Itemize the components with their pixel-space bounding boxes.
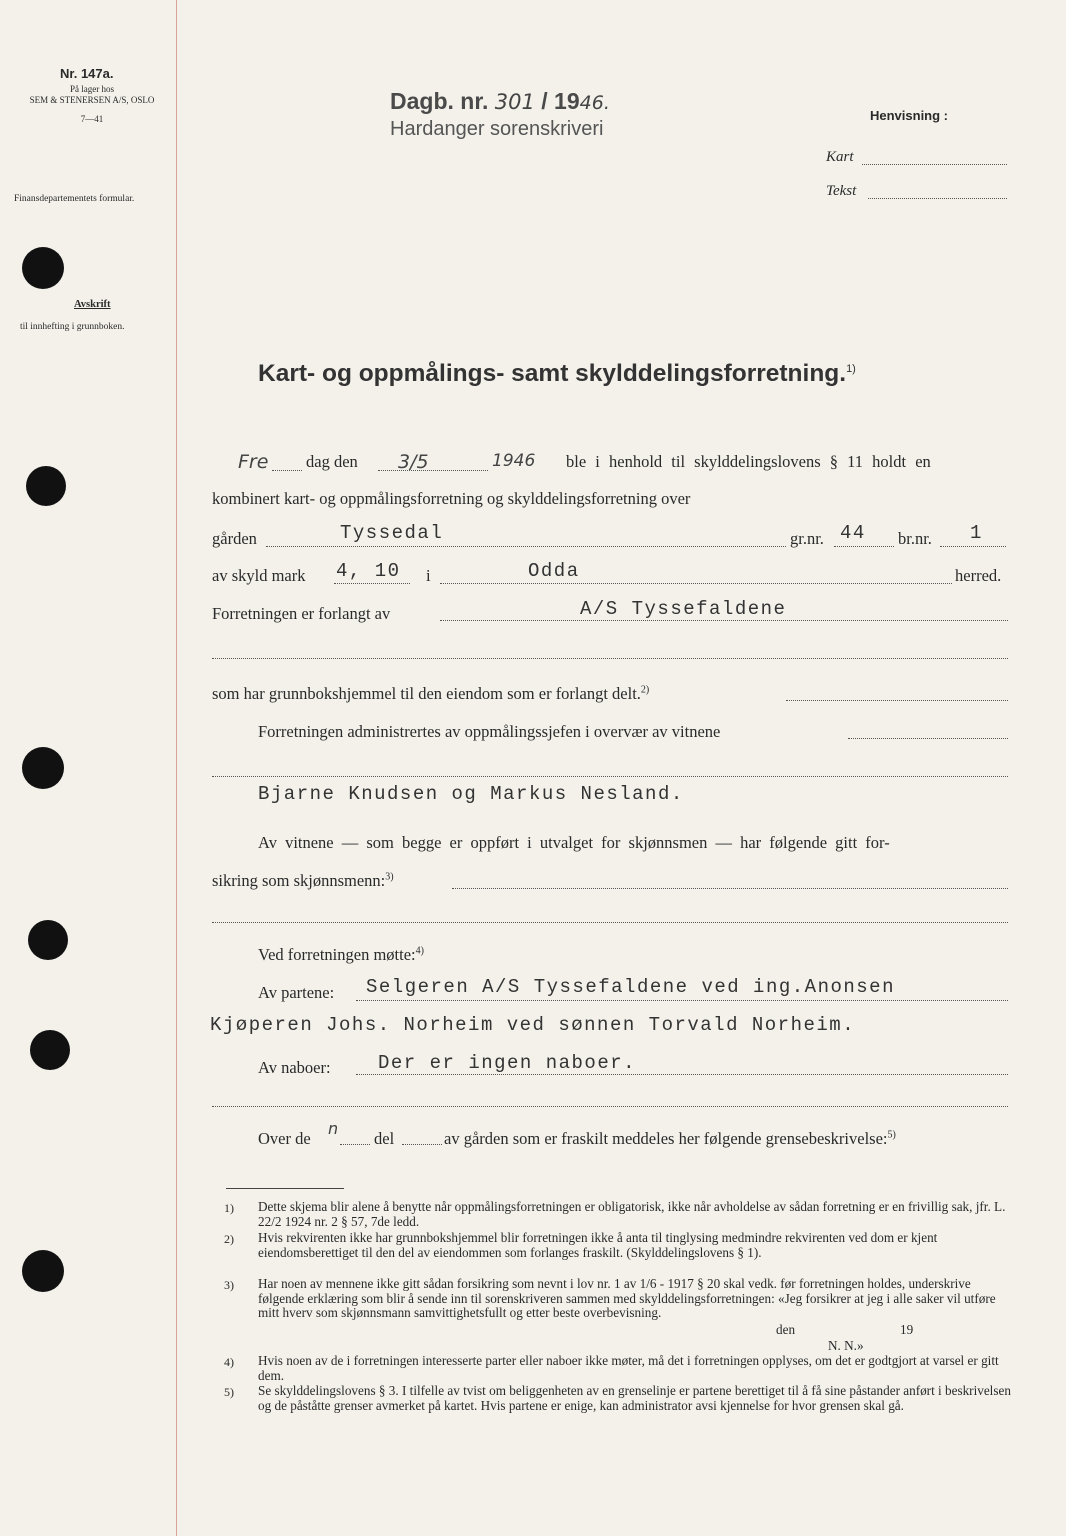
neighbours-label: Av naboer: [258,1058,331,1077]
bnr-value: 1 [970,522,983,544]
over-line-2 [402,1144,442,1145]
year-value: 1946 [492,451,536,471]
parties-value-1: Selgeren A/S Tyssefaldene ved ing.Anonsen [366,976,895,998]
witnesses-value: Bjarne Knudsen og Markus Nesland. [258,783,684,805]
neighbours-value: Der er ingen naboer. [378,1052,637,1074]
journal-stamp [390,88,610,115]
title-footnote-ref: 1) [846,362,856,375]
blank-line-4 [212,1106,1008,1107]
over-line [340,1144,370,1145]
copy-subtitle: til innhefting i grunnboken. [20,322,125,332]
requested-label: Forretningen er forlangt av [212,604,391,623]
footnote-2-number: 2) [224,1232,234,1246]
farm-value: Tyssedal [340,522,444,544]
insurance-line [452,888,1008,889]
copy-title: Avskrift [74,299,111,310]
punch-hole [22,1250,64,1292]
requested-value: A/S Tyssefaldene [580,598,787,620]
date-line [378,470,488,471]
footnote-5: Se skylddelingslovens § 3. I tilfelle av tvist om beliggenheten av en grenselinje er partene berettiget til å få sine påstander anført i beskrivelsen og de påståtte grenser avmerket på kartet. Hvis partene er enige, kan administrator avsi kjennelse for hvor grensen skal gå. [258,1383,1011,1413]
farm-line [266,546,786,547]
page-title [258,360,856,388]
footnote-1-number: 1) [224,1201,234,1215]
farm-label: gården [212,529,257,548]
printer-line-1: På lager hos [70,84,114,94]
present-label [258,945,424,965]
title-holder-text: som har grunnbokshjemmel til den eiendom som er forlangt delt. [212,684,641,703]
gnr-label: gr.nr. [790,529,824,548]
parties-line [356,1000,1008,1001]
footnote-3-signature: N. N.» [828,1338,864,1353]
municipality-value: Odda [528,560,580,582]
parties-value-2: Kjøperen Johs. Norheim ved sønnen Torvald Norheim. [210,1014,856,1036]
day-word: dag den [306,452,358,471]
printer-line-2: SEM & STENERSEN A/S, OSLO [29,95,155,105]
insurance-ref: 3) [385,871,394,883]
intro-rest: ble i henhold til skylddelingslovens § 11 holdt en [566,452,931,471]
date-value: 3/5 [398,451,429,473]
footnote-3-den: den [776,1322,796,1337]
over-ref: 5) [887,1129,896,1141]
gnr-value: 44 [840,522,866,544]
tekst-line [868,198,1007,199]
footnote-separator [226,1188,344,1189]
footnote-2: Hvis rekvirenten ikke har grunnbokshjemmel blir forretningen ikke å anta til tinglysing medmindre rekvirenten ved dom er kjent eiendomsberettiget til den del av eiendommen som forlanges fraskilt. (Skylddelingslovens § 1). [258,1230,938,1260]
insurance-line-1: Av vitnene — som begge er oppført i utvalget for skjønnsmen — har følgende gitt for- [258,833,890,852]
municipality-line [440,583,952,584]
footnote-1: Dette skjema blir alene å benytte når oppmålingsforretningen er obligatorisk, ikke når avholdelse av sådan forretning er en frivillig sak, jfr. L. 22/2 1924 nr. 2 § 57, 7de ledd. [258,1199,1006,1229]
over-prefix: Over de [258,1129,311,1148]
insurance-line-2 [212,871,394,891]
footnote-3: Har noen av mennene ikke gitt sådan forsikring som nevnt i lov nr. 1 av 1/6 - 1917 § 20 skal vedk. før forretningen holdes, underskrive følgende erklæring som blir å sende inn til sorenskriveren sammen med skylddelingsforretningen: «Jeg forsikrer at jeg i alle saker vil utføre mitt hverv som skjønnsmann samvittighetsfullt og etter beste overbevisning. [258,1276,996,1320]
neighbours-line [356,1074,1008,1075]
footnote-3-number: 3) [224,1278,234,1292]
printer-line-3: 7—41 [80,114,104,124]
herred-label: herred. [955,566,1002,585]
over-rest [444,1129,896,1149]
administered-text: Forretningen administrertes av oppmålingssjefen i overvær av vitnene [258,722,721,741]
municipality-label: i [426,566,431,585]
stamp-number: 301 [494,90,535,114]
punch-hole [30,1030,70,1070]
blank-line-3 [212,922,1008,923]
stamp-label: Dagb. nr. [390,88,489,114]
title-holder-line [786,700,1008,701]
footnote-4: Hvis noen av de i forretningen interesserte parter eller naboer ikke møter, må det i forretningen opplyses, om det er godtgjort at varsel er gitt dem. [258,1353,999,1383]
insurance-text: sikring som skjønnsmenn: [212,871,386,890]
punch-hole [22,747,64,789]
ministry-form: Finansdepartementets formular. [14,194,135,204]
gnr-line [834,546,894,547]
margin-rule [176,0,177,1536]
punch-hole [28,920,68,960]
stamp-court: Hardanger sorenskriveri [390,118,604,140]
form-number: Nr. 147a. [60,66,114,81]
stamp-year-suffix: 46. [579,92,610,114]
present-ref: 4) [415,945,424,957]
title-holder [212,684,649,704]
title-text: Kart- og oppmålings- samt skylddelingsforretning. [258,360,847,387]
blank-line-2 [212,776,1008,777]
over-hand: n [328,1119,339,1138]
administered-line [848,738,1008,739]
intro-line-2: kombinert kart- og oppmålingsforretning og skylddelingsforretning over [212,489,691,508]
punch-hole [22,247,64,289]
present-text: Ved forretningen møtte: [258,945,416,964]
parties-label: Av partene: [258,983,335,1002]
skyld-value: 4, 10 [336,560,401,582]
footnote-5-number: 5) [224,1385,234,1399]
weekday-line [272,470,302,471]
punch-hole [26,466,66,506]
printer-info [12,84,172,125]
bnr-line [940,546,1006,547]
weekday-prefix: Fre [238,451,269,473]
footnote-3-year: 19 [900,1322,914,1337]
kart-line [862,164,1007,165]
footnote-4-number: 4) [224,1355,234,1369]
blank-line [212,658,1008,659]
reference-kart: Kart [826,149,854,165]
skyld-line [334,583,410,584]
over-del: del [374,1129,395,1148]
skyld-label: av skyld mark [212,566,306,585]
over-rest-text: av gården som er fraskilt meddeles her følgende grensebeskrivelse: [444,1129,888,1148]
reference-label: Henvisning : [870,108,949,123]
bnr-label: br.nr. [898,529,932,548]
stamp-year-prefix: / 19 [541,88,580,114]
title-holder-ref: 2) [640,684,650,696]
requested-line [440,620,1008,621]
reference-tekst: Tekst [826,183,857,199]
